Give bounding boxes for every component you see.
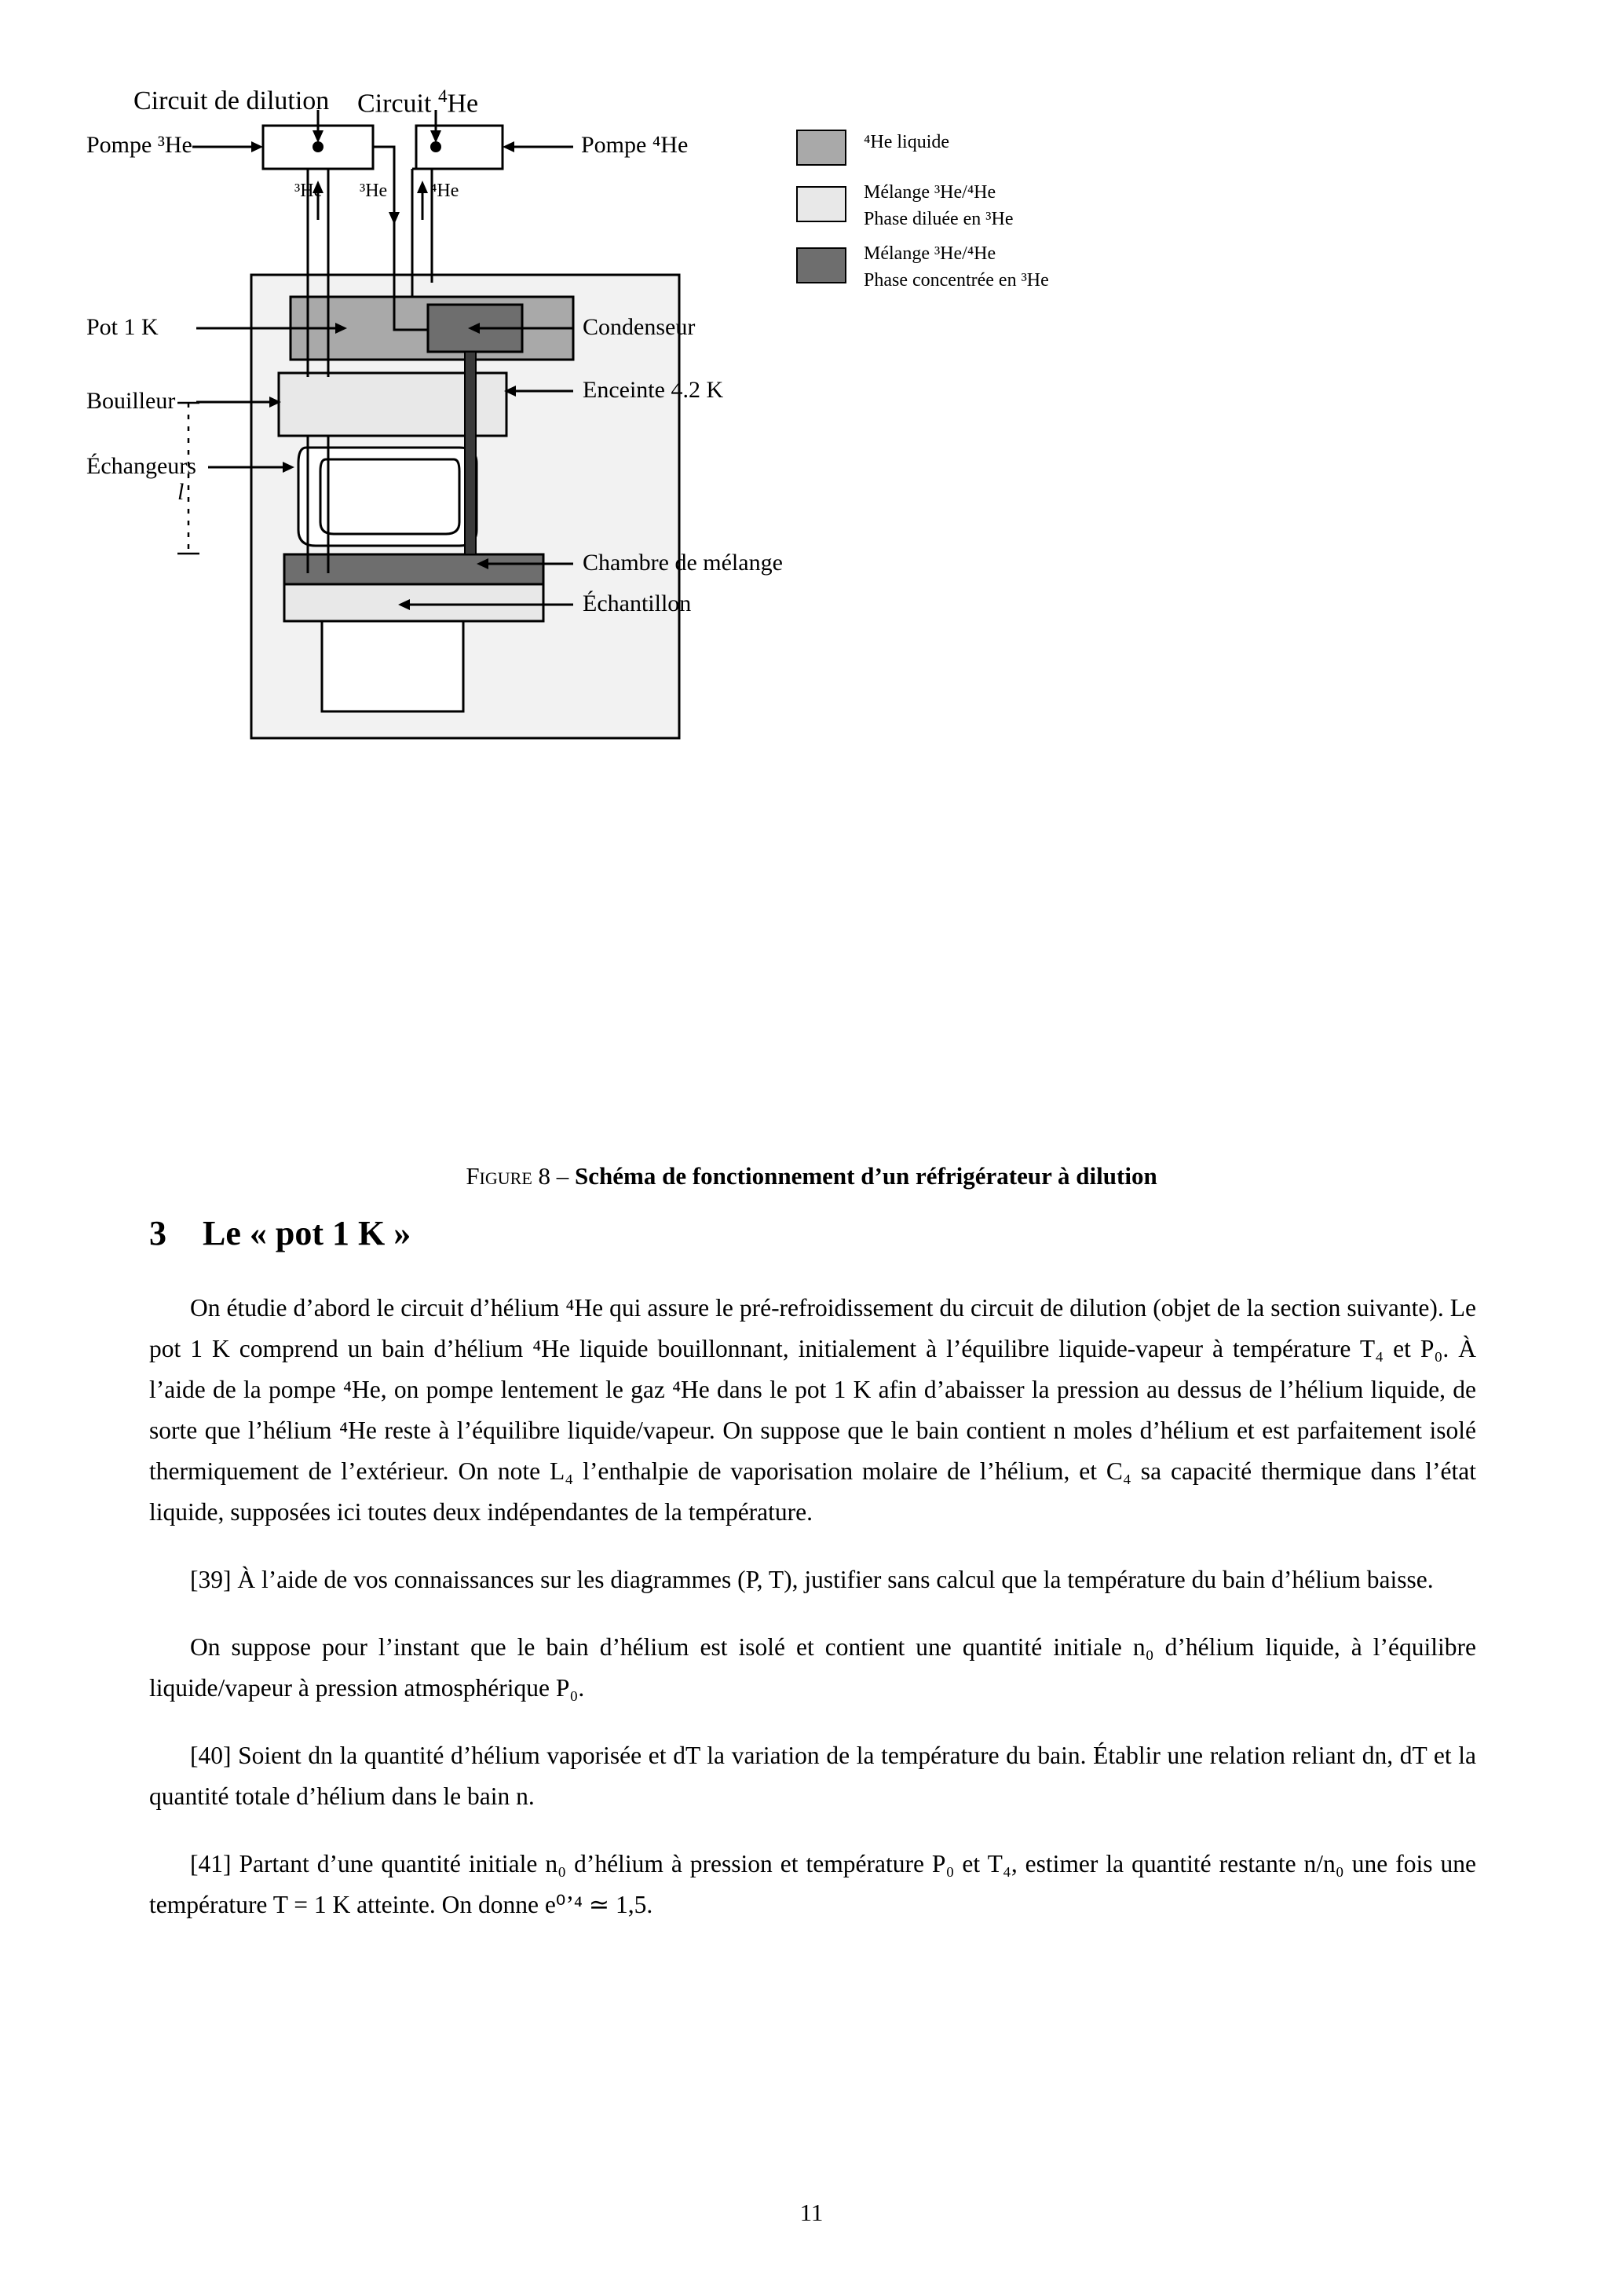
- label-chambre-melange: Chambre de mélange: [583, 550, 783, 576]
- label-pompe-3he: Pompe ³He: [86, 132, 192, 158]
- label-flow-he3-up: ³He: [294, 181, 323, 201]
- label-bouilleur: Bouilleur: [86, 388, 176, 414]
- caption-prefix: Figure 8 –: [466, 1162, 576, 1190]
- paragraph-1: On étudie d’abord le circuit d’hélium ⁴He qui assure le pré-refroidissement du circuit de dilution (objet de la section suivante). Le pot 1 K comprend un bain d’hélium ⁴He liquide bouillonnant, initialement à l’équilibre liquide-vapeur à température T₄ et P₀. À l’aide de la pompe ⁴He, on pompe lentement le gaz ⁴He dans le pot 1 K afin d’abaisser la pression au dessus de l’hélium liquide, de sorte que l’hélium ⁴He reste à l’équilibre liquide/vapeur. On suppose que le bain contient n moles d’hélium et est parfaitement isolé thermiquement de l’extérieur. On note L₄ l’enthalpie de vaporisation molaire de l’hélium, et C₄ sa capacité thermique dans l’état liquide, supposées ici toutes deux indépendantes de la température.: [149, 1294, 1476, 1526]
- paragraph-2: [39] À l’aide de vos connaissances sur les diagrammes (P, T), justifier sans calcul que la température du bain d’hélium baisse.: [190, 1566, 1434, 1593]
- figure-caption: [0, 1162, 1623, 1190]
- section-number: 3: [149, 1214, 166, 1252]
- paragraph-4: [40] Soient dn la quantité d’hélium vaporisée et dT la variation de la température du bain. Établir une relation reliant dn, dT et la quantité totale d’hélium dans le bain n.: [149, 1742, 1476, 1810]
- section-heading: [149, 1213, 411, 1253]
- caption-text: Schéma de fonctionnement d’un réfrigérateur à dilution: [575, 1162, 1157, 1190]
- legend-label-2: Mélange ³He/⁴He: [864, 243, 996, 264]
- label-length-l: l: [177, 479, 185, 505]
- figure-dilution-refrigerator: [86, 86, 1531, 1194]
- figure-drawing: [102, 94, 1531, 1194]
- legend-swatch-0: [797, 130, 846, 165]
- pompe-3he-dot: [313, 141, 324, 152]
- label-echantillon: Échantillon: [583, 590, 692, 616]
- paragraph-3: On suppose pour l’instant que le bain d’hélium est isolé et contient une quantité initiale n₀ d’hélium liquide, à l’équilibre liquide/vapeur à pression atmosphérique P₀.: [149, 1633, 1476, 1702]
- legend-label-1: Mélange ³He/⁴He: [864, 182, 996, 203]
- figure-title-left: Circuit de dilution: [133, 86, 330, 115]
- label-pompe-4he: Pompe ⁴He: [581, 132, 689, 158]
- paragraph-5: [41] Partant d’une quantité initiale n₀ d’hélium à pression et température P₀ et T₄, estimer la quantité restante n/n₀ une fois une température T = 1 K atteinte. On donne e⁰’⁴ ≃ 1,5.: [149, 1850, 1476, 1918]
- pompe-4he-dot: [430, 141, 441, 152]
- echantillon-box: [322, 621, 463, 711]
- body-text: [149, 1288, 1476, 1952]
- capillary-condenser: [465, 352, 476, 554]
- page-number: 11: [799, 2199, 824, 2226]
- pompe-4he-box: [416, 126, 503, 169]
- legend-label-2b: Phase concentrée en ³He: [864, 270, 1049, 291]
- label-echangeurs: Échangeurs: [86, 453, 196, 479]
- label-condenseur: Condenseur: [583, 314, 696, 340]
- label-pot-1k: Pot 1 K: [86, 314, 159, 340]
- label-flow-he4-up: ⁴He: [430, 181, 459, 201]
- label-flow-he3-down: ³He: [360, 181, 388, 201]
- section-title: Le « pot 1 K »: [203, 1214, 411, 1252]
- legend-label-1b: Phase diluée en ³He: [864, 209, 1014, 229]
- legend-swatch-2: [797, 248, 846, 283]
- echangeurs-inner: [320, 459, 459, 534]
- figure-title-right: Circuit $^4$He: [357, 86, 479, 119]
- legend-swatch-1: [797, 187, 846, 221]
- legend-label-0: ⁴He liquide: [864, 132, 950, 152]
- label-enceinte: Enceinte 4.2 K: [583, 377, 724, 403]
- chambre-melange-concentree: [284, 554, 543, 584]
